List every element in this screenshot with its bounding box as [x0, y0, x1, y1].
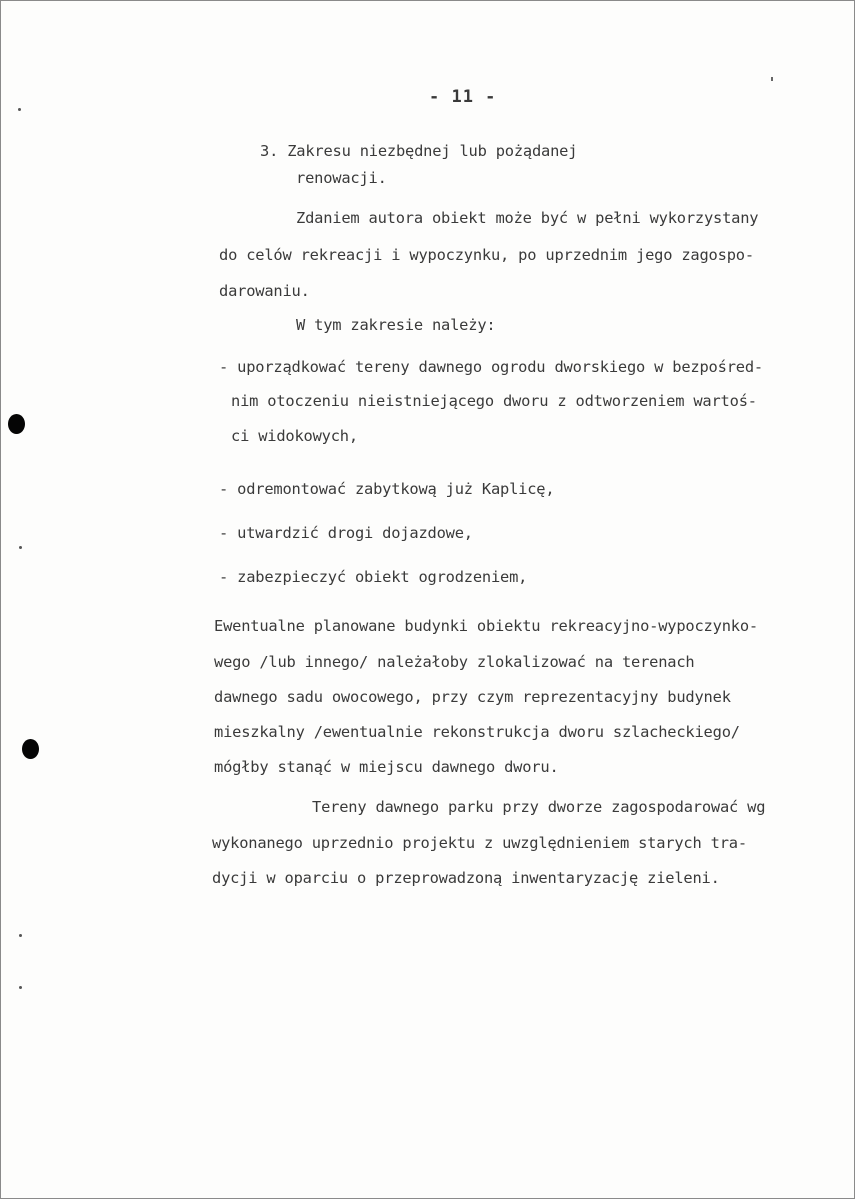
list-item: nim otoczeniu nieistniejącego dworu z odtworzeniem wartoś- [231, 392, 757, 410]
margin-mark [771, 77, 773, 81]
list-item: - zabezpieczyć obiekt ogrodzeniem, [219, 568, 528, 586]
text-line: mógłby stanąć w miejscu dawnego dworu. [214, 758, 559, 776]
text-line: wykonanego uprzednio projektu z uwzględnieniem starych tra- [212, 834, 747, 852]
margin-mark [19, 934, 22, 937]
section-title: renowacji. [296, 169, 387, 187]
text-line: darowaniu. [219, 282, 310, 300]
list-item: - utwardzić drogi dojazdowe, [219, 524, 473, 542]
punch-hole-bottom [22, 739, 39, 759]
text-line: W tym zakresie należy: [296, 316, 496, 334]
page-number: - 11 - [429, 87, 497, 107]
text-line: mieszkalny /ewentualnie rekonstrukcja dworu szlacheckiego/ [214, 723, 740, 741]
list-item: - uporządkować tereny dawnego ogrodu dworskiego w bezpośred- [219, 358, 763, 376]
margin-mark [19, 546, 22, 549]
margin-mark [18, 108, 21, 111]
text-line: wego /lub innego/ należałoby zlokalizować na terenach [214, 653, 695, 671]
text-line: dycji w oparciu o przeprowadzoną inwentaryzację zieleni. [212, 869, 720, 887]
margin-mark [19, 986, 22, 989]
text-line: dawnego sadu owocowego, przy czym reprezentacyjny budynek [214, 688, 731, 706]
list-item: ci widokowych, [231, 427, 358, 445]
text-line: Ewentualne planowane budynki obiektu rekreacyjno-wypoczynko- [214, 617, 758, 635]
list-item: - odremontować zabytkową już Kaplicę, [219, 480, 555, 498]
text-line: Zdaniem autora obiekt może być w pełni wykorzystany [296, 209, 759, 227]
text-line: do celów rekreacji i wypoczynku, po uprzednim jego zagospo- [219, 246, 754, 264]
text-line: Tereny dawnego parku przy dworze zagospodarować wg [312, 798, 766, 816]
punch-hole-top [8, 414, 25, 434]
section-title: 3. Zakresu niezbędnej lub pożądanej [260, 142, 578, 160]
